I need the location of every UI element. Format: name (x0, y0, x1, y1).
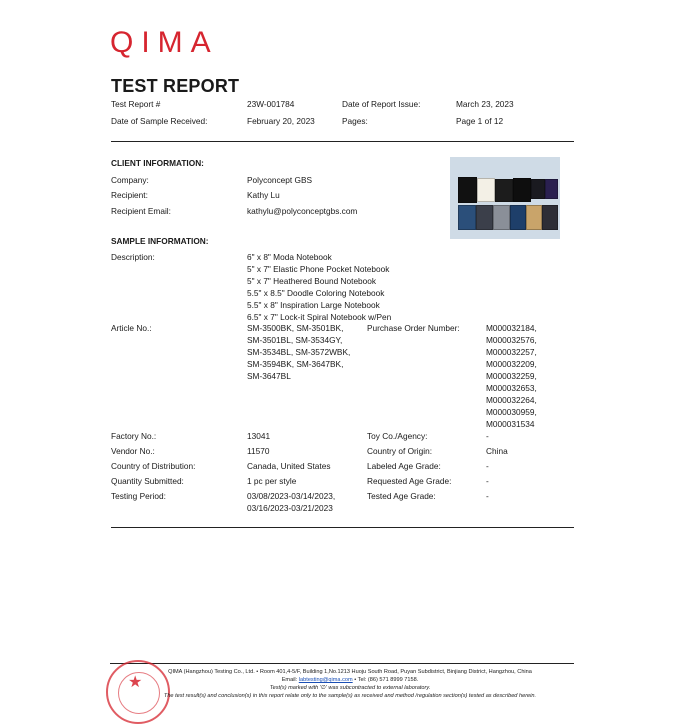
quantity-value: 1 pc per style (247, 476, 297, 486)
company-value: Polyconcept GBS (247, 175, 313, 185)
divider (111, 527, 574, 528)
testing-period-line: 03/16/2023-03/21/2023 (247, 503, 333, 513)
description-line: 6.5" x 7" Lock-it Spiral Notebook w/Pen (247, 312, 392, 322)
testing-period-line: 03/08/2023-03/14/2023, (247, 491, 336, 501)
po-line: M000032259, (486, 371, 537, 381)
description-line: 5" x 7" Elastic Phone Pocket Notebook (247, 264, 390, 274)
divider (111, 141, 574, 142)
vendor-label: Vendor No.: (111, 446, 155, 456)
description-line: 5.5" x 8" Inspiration Large Notebook (247, 300, 380, 310)
po-label: Purchase Order Number: (367, 323, 460, 333)
email-label: Recipient Email: (111, 206, 171, 216)
company-label: Company: (111, 175, 149, 185)
client-heading: CLIENT INFORMATION: (111, 158, 204, 168)
toy-agency-label: Toy Co./Agency: (367, 431, 428, 441)
issue-date-label: Date of Report Issue: (342, 99, 421, 109)
po-line: M000032576, (486, 335, 537, 345)
recipient-label: Recipient: (111, 190, 148, 200)
sample-photo (450, 157, 560, 239)
testing-period-list (247, 490, 335, 514)
tested-age-label: Tested Age Grade: (367, 491, 436, 501)
article-line: SM-3500BK, SM-3501BK, (247, 323, 344, 333)
footer-phone: • Tel: (86) 571 8999 7158. (354, 677, 419, 683)
article-line: SM-3594BK, SM-3647BK, (247, 359, 344, 369)
labeled-age-label: Labeled Age Grade: (367, 461, 441, 471)
sample-heading: SAMPLE INFORMATION: (111, 236, 209, 246)
page-title: TEST REPORT (111, 76, 240, 96)
description-line: 5" x 7" Heathered Bound Notebook (247, 276, 377, 286)
footer-address: QIMA (Hangzhou) Testing Co., Ltd. • Room 401,4-5/F, Building 1,No.1213 Huoju South Road, Puyan Subdistrict, Binjiang District, Hangzhou, China (168, 669, 532, 675)
email-value: kathylu@polyconceptgbs.com (247, 206, 358, 216)
distribution-label: Country of Distribution: (111, 461, 196, 471)
description-list (247, 251, 391, 323)
report-number: 23W-001784 (247, 99, 295, 109)
po-line: M000031534 (486, 419, 535, 429)
article-label: Article No.: (111, 323, 152, 333)
article-line: SM-3501BL, SM-3534GY, (247, 335, 343, 345)
footer-email-prefix: Email: (281, 677, 298, 683)
po-line: M000032653, (486, 383, 537, 393)
origin-value: China (486, 446, 508, 456)
po-line: M000030959, (486, 407, 537, 417)
star-icon: ★ (128, 674, 143, 691)
po-line: M000032257, (486, 347, 537, 357)
qima-logo: QIMA (110, 26, 219, 59)
footer (60, 668, 640, 700)
description-line: 5.5" x 8.5" Doodle Coloring Notebook (247, 288, 385, 298)
pages-value: Page 1 of 12 (456, 116, 504, 126)
requested-age-label: Requested Age Grade: (367, 476, 452, 486)
origin-label: Country of Origin: (367, 446, 433, 456)
toy-agency-value: - (486, 431, 489, 441)
pages-label: Pages: (342, 116, 368, 126)
article-line: SM-3647BL (247, 371, 291, 381)
factory-value: 13041 (247, 431, 271, 441)
report-number-label: Test Report # (111, 99, 161, 109)
received-date-label: Date of Sample Received: (111, 116, 208, 126)
quantity-label: Quantity Submitted: (111, 476, 184, 486)
distribution-value: Canada, United States (247, 461, 331, 471)
footer-note: Test(s) marked with '∅' was subcontracted to external laboratory. (269, 685, 431, 691)
received-date: February 20, 2023 (247, 116, 315, 126)
requested-age-value: - (486, 476, 489, 486)
article-list (247, 322, 350, 382)
footer-email-link[interactable]: labtesting@qima.com (298, 677, 353, 683)
footer-disclaimer: The test result(s) and conclusion(s) in this report relate only to the sample(s) as received and method /regulation section(s) tested as described herein. (163, 693, 537, 699)
tested-age-value: - (486, 491, 489, 501)
issue-date: March 23, 2023 (456, 99, 514, 109)
vendor-value: 11570 (247, 446, 270, 456)
description-line: 6" x 8" Moda Notebook (247, 252, 332, 262)
footer-contact (60, 676, 640, 684)
recipient-value: Kathy Lu (247, 190, 280, 200)
footer-divider (110, 663, 574, 664)
labeled-age-value: - (486, 461, 489, 471)
factory-label: Factory No.: (111, 431, 157, 441)
po-list (486, 322, 537, 430)
po-line: M000032264, (486, 395, 537, 405)
article-line: SM-3534BL, SM-3572WBK, (247, 347, 351, 357)
po-line: M000032184, (486, 323, 537, 333)
testing-period-label: Testing Period: (111, 491, 166, 501)
po-line: M000032209, (486, 359, 537, 369)
description-label: Description: (111, 252, 155, 262)
